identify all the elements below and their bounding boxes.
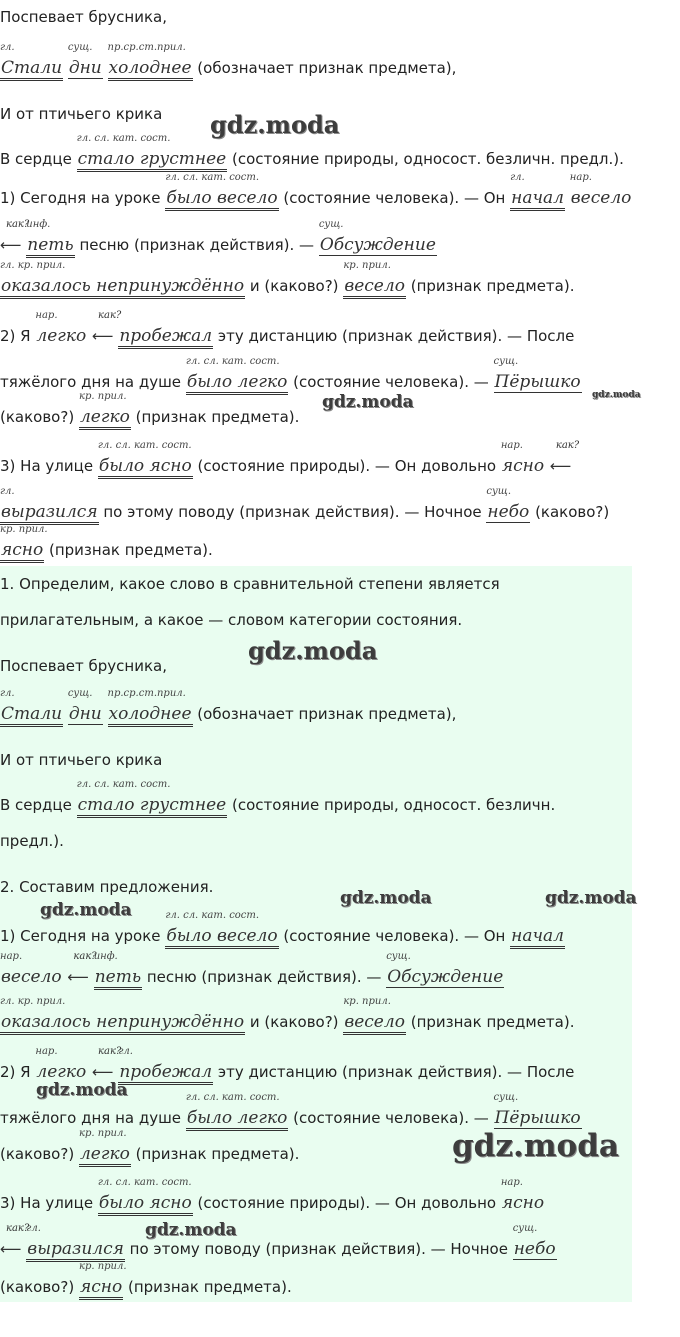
predicate-word: начал — [510, 926, 565, 949]
adverb-word: нар. легко — [35, 310, 87, 346]
predicate-word: инф. петь — [26, 235, 74, 258]
watermark: gdz.moda — [145, 1220, 237, 1240]
predicate-word: гл. сл. кат. сост. было легко — [186, 372, 289, 395]
poem-line-2: гл. Стали сущ. дни пр.ср.ст.прил. холоднее (обозначает признак предмета), — [0, 58, 456, 81]
sentence-line: тяжёлого дня на душе гл. сл. кат. сост. было легко (состояние человека). — сущ. Пёрышко — [0, 1108, 582, 1131]
watermark: gdz.moda — [210, 110, 340, 139]
sentence-line: нар. весело как? ⟵ инф. петь песню (признак действия). — сущ. Обсуждение — [0, 967, 504, 990]
predicate-word: гл. кр. прил. оказалось непринуждённо — [0, 276, 245, 299]
predicate-word: гл. сл. кат. сост. было весело — [165, 188, 278, 211]
sentence-line: тяжёлого дня на душе гл. сл. кат. сост. было легко (состояние человека). — сущ. Пёрышко — [0, 372, 582, 395]
subject-word: сущ. небо — [486, 486, 530, 522]
predicate-word: гл. выразился — [0, 502, 99, 525]
watermark: gdz.moda — [545, 888, 637, 908]
predicate-word: кр. прил. весело — [343, 1012, 406, 1035]
predicate-word: гл. сл. кат. сост. было ясно — [98, 1193, 193, 1216]
watermark: gdz.moda — [322, 392, 414, 412]
predicate-word: пробежал — [118, 326, 213, 349]
predicate-word: гл. начал — [510, 188, 565, 211]
sentence-line: (каково?) кр. прил. ясно (признак предмета). — [0, 1277, 292, 1300]
sentence-line: 2) Я нар. легко как? ⟵ гл. пробежал эту дистанцию (признак действия). — После — [0, 1062, 574, 1085]
arrow-left-icon: как? ⟵ — [0, 219, 30, 254]
sentence-line: 1) Сегодня на уроке гл. сл. кат. сост. было весело (состояние человека). — Он начал — [0, 926, 565, 949]
poem-line-3: И от птичьего крика — [0, 751, 163, 769]
poem-line-4-cont: предл.). — [0, 832, 64, 850]
adverb-word: нар. ясно — [500, 440, 545, 476]
sentence-line: (каково?) кр. прил. легко (признак предмета). — [0, 1144, 299, 1167]
sentence-line: гл. выразился по этому поводу (признак действия). — Ночное сущ. небо (каково?) — [0, 502, 609, 525]
subject-word: сущ. Пёрышко — [493, 1092, 581, 1128]
sentence-line: как? ⟵ инф. петь песню (признак действия). — сущ. Обсуждение — [0, 235, 437, 258]
predicate-word: кр. прил. весело — [343, 276, 406, 299]
sentence-line: 3) На улице гл. сл. кат. сост. было ясно (состояние природы). — Он довольно нар. ясно как? ⟵ — [0, 456, 571, 479]
predicate-word: кр. прил. легко — [79, 407, 131, 430]
predicate-word: гл. сл. кат. сост. стало грустнее — [77, 795, 228, 818]
watermark: gdz.moda — [248, 636, 378, 665]
subject-word: сущ. Обсуждение — [386, 951, 504, 987]
predicate-word: пр.ср.ст.прил. холоднее — [108, 58, 193, 81]
sentence-line: кр. прил. ясно (признак предмета). — [0, 540, 213, 563]
arrow-left-icon: как? ⟵ — [92, 1046, 122, 1081]
predicate-word: гл. кр. прил. оказалось непринуждённо — [0, 1012, 245, 1035]
poem-line-2: гл. Стали сущ. дни пр.ср.ст.прил. холоднее (обозначает признак предмета), — [0, 704, 456, 727]
predicate-word: кр. прил. ясно — [0, 540, 44, 563]
predicate-word: пр.ср.ст.прил. холоднее — [108, 704, 193, 727]
sentence-line: как? ⟵ гл. выразился по этому поводу (признак действия). — Ночное сущ. небо — [0, 1239, 557, 1262]
subject-word: сущ. Обсуждение — [318, 219, 436, 255]
sentence-line: 1) Сегодня на уроке гл. сл. кат. сост. было весело (состояние человека). — Он гл. начал нар. весело — [0, 188, 632, 211]
watermark: gdz.moda — [40, 900, 132, 920]
arrow-left-icon: как? ⟵ — [0, 1223, 30, 1258]
poem-line-3: И от птичьего крика — [0, 105, 163, 123]
adverb-word: нар. легко — [35, 1046, 87, 1082]
adverb-word: нар. ясно — [500, 1177, 545, 1213]
step-heading: 2. Составим предложения. — [0, 878, 214, 896]
predicate-word: гл. сл. кат. сост. стало грустнее — [77, 149, 228, 172]
predicate-word: гл. пробежал — [118, 1062, 213, 1085]
sentence-line: (каково?) кр. прил. легко (признак предмета). — [0, 407, 299, 430]
predicate-word: гл. сл. кат. сост. было легко — [186, 1108, 289, 1131]
arrow-left-icon: как? ⟵ — [92, 310, 122, 345]
watermark: gdz.moda — [36, 1080, 128, 1100]
sentence-line: 3) На улице гл. сл. кат. сост. было ясно (состояние природы). — Он довольно нар. ясно — [0, 1193, 545, 1216]
poem-line-1: Поспевает брусника, — [0, 657, 167, 675]
subject-word: сущ. Пёрышко — [493, 356, 581, 392]
watermark: gdz.moda — [340, 888, 432, 908]
step-heading: 1. Определим, какое слово в сравнительной степени является — [0, 575, 500, 593]
adverb-word: нар. весело — [569, 172, 632, 208]
predicate-word: кр. прил. легко — [79, 1144, 131, 1167]
predicate-word: гл. выразился — [26, 1239, 125, 1262]
predicate-word: гл. сл. кат. сост. было весело — [165, 926, 278, 949]
adverb-word: нар. весело — [0, 951, 62, 987]
watermark: gdz.moda — [592, 390, 641, 400]
watermark: gdz.moda — [452, 1128, 619, 1164]
arrow-left-icon: как? ⟵ — [549, 440, 580, 475]
poem-line-1: Поспевает брусника, — [0, 8, 167, 26]
subject-word: сущ. дни — [67, 42, 102, 78]
arrow-left-icon: как? ⟵ — [67, 951, 97, 986]
predicate-word: гл. сл. кат. сост. было ясно — [98, 456, 193, 479]
sentence-line: гл. кр. прил. оказалось непринуждённо и (каково?) кр. прил. весело (признак предмета). — [0, 276, 574, 299]
predicate-word: гл. Стали — [0, 58, 63, 81]
poem-line-4: В сердце гл. сл. кат. сост. стало грустнее (состояние природы, односост. безличн. — [0, 795, 555, 818]
sentence-line: 2) Я нар. легко как? ⟵ пробежал эту дистанцию (признак действия). — После — [0, 326, 574, 349]
predicate-word: гл. Стали — [0, 704, 63, 727]
predicate-word: кр. прил. ясно — [79, 1277, 123, 1300]
predicate-word: инф. петь — [94, 967, 142, 990]
step-heading: прилагательным, а какое — словом категории состояния. — [0, 611, 463, 629]
subject-word: сущ. дни — [67, 688, 102, 724]
poem-line-4: В сердце гл. сл. кат. сост. стало грустнее (состояние природы, односост. безличн. предл.). — [0, 149, 624, 172]
subject-word: сущ. небо — [512, 1223, 556, 1259]
sentence-line: гл. кр. прил. оказалось непринуждённо и (каково?) кр. прил. весело (признак предмета). — [0, 1012, 574, 1035]
